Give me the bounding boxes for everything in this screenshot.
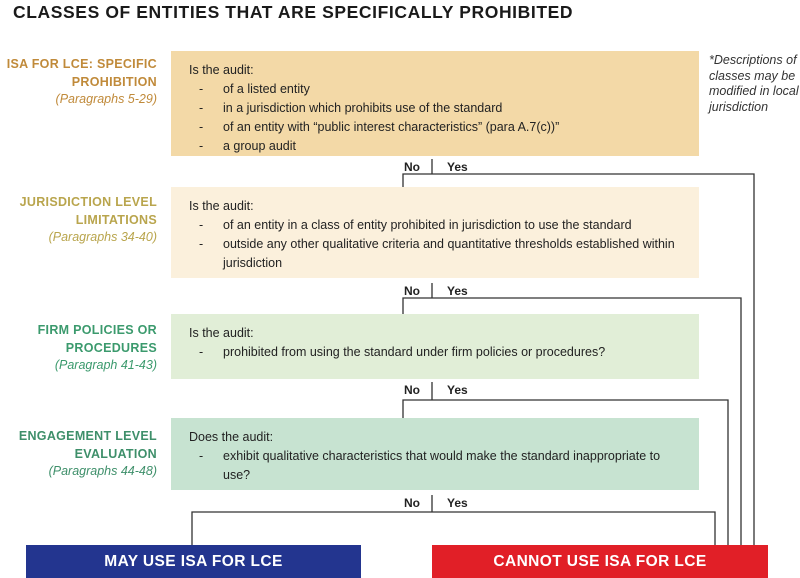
section-label-line: ENGAGEMENT LEVEL [18, 429, 157, 443]
no-connector [403, 298, 432, 314]
section-label-line: LIMITATIONS [75, 212, 157, 227]
yes-label: Yes [447, 284, 468, 298]
criteria-item: - in a jurisdiction which prohibits use of the standard [199, 99, 681, 118]
criteria-item: - of an entity in a class of entity prohibited in jurisdiction to use the standard [199, 216, 681, 235]
question-text: Does the audit: [189, 430, 274, 444]
section-label-line: PROCEDURES [65, 340, 157, 355]
yes-connector [432, 400, 728, 545]
no-label: No [404, 383, 420, 397]
page-title: CLASSES OF ENTITIES THAT ARE SPECIFICALLY PROHIBITED [13, 2, 574, 22]
section-label-line: EVALUATION [74, 446, 157, 461]
no-connector [403, 174, 432, 187]
criteria-item: - outside any other qualitative criteria and quantitative thresholds established within jurisdiction [199, 235, 681, 273]
no-label: No [404, 284, 420, 298]
criteria-item: - a group audit [199, 137, 681, 156]
question-text: Is the audit: [189, 63, 254, 77]
criteria-item: - exhibit qualitative characteristics that would make the standard inappropriate to use? [199, 447, 681, 485]
yes-connector [432, 174, 754, 545]
no-connector [192, 512, 432, 545]
yes-connector [432, 298, 741, 545]
descriptions-note: *Descriptions of classes may be modified in local jurisdiction [709, 53, 799, 114]
no-connector [403, 400, 432, 418]
criteria-item: - of a listed entity [199, 80, 681, 99]
yes-label: Yes [447, 496, 468, 510]
question-text: Is the audit: [189, 326, 254, 340]
section-label-line: JURISDICTION LEVEL [19, 195, 157, 209]
no-label: No [404, 496, 420, 510]
section-paragraph-ref: (Paragraphs 34-40) [48, 230, 157, 244]
no-label: No [404, 160, 420, 174]
yes-connector [432, 512, 715, 545]
section-label-line: PROHIBITION [71, 74, 157, 89]
section-label-line: ISA FOR LCE: SPECIFIC [6, 57, 157, 71]
cannot-use-outcome: CANNOT USE ISA FOR LCE [432, 545, 768, 578]
section-paragraph-ref: (Paragraphs 5-29) [55, 92, 157, 106]
yes-label: Yes [447, 160, 468, 174]
criteria-item: - prohibited from using the standard under firm policies or procedures? [199, 343, 681, 362]
yes-label: Yes [447, 383, 468, 397]
section-paragraph-ref: (Paragraphs 44-48) [48, 464, 157, 478]
may-use-outcome: MAY USE ISA FOR LCE [26, 545, 361, 578]
criteria-item: - of an entity with “public interest characteristics” (para A.7(c))” [199, 118, 681, 137]
section-paragraph-ref: (Paragraph 41-43) [54, 358, 157, 372]
section-label-line: FIRM POLICIES OR [37, 323, 157, 337]
question-text: Is the audit: [189, 199, 254, 213]
